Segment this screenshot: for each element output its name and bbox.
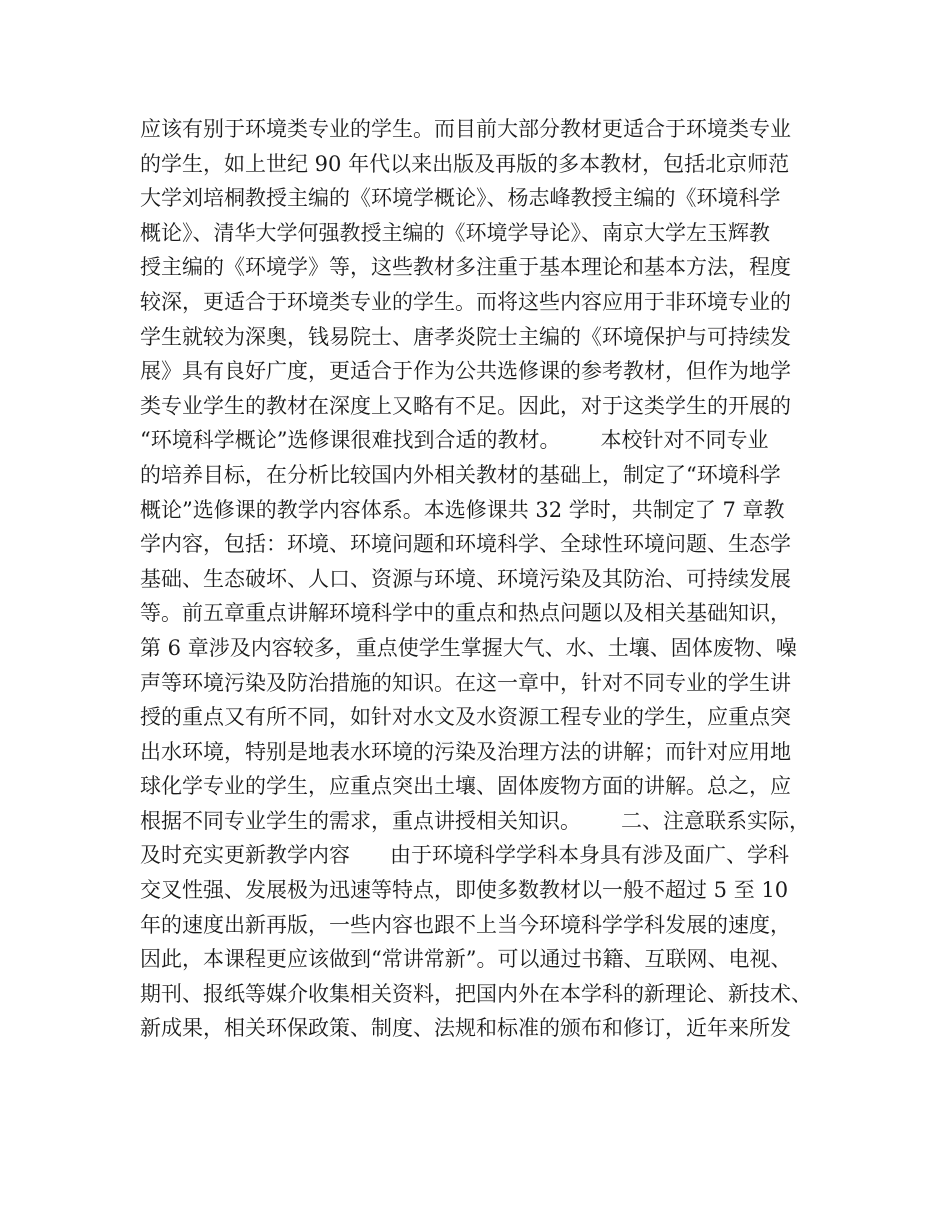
text-line: 年的速度出新再版，一些内容也跟不上当今环境科学学科发展的速度， <box>140 912 791 937</box>
text-line: 学生就较为深奥，钱易院士、唐孝炎院士主编的《环境保护与可持续发 <box>140 324 791 349</box>
body-text <box>140 112 840 1046</box>
text-line: 概论”选修课的教学内容体系。本选修课共 32 学时，共制定了 7 章教 <box>140 497 785 522</box>
text-line: 授主编的《环境学》等，这些教材多注重于基本理论和基本方法，程度 <box>140 255 791 280</box>
text-line: 及时充实更新教学内容 由于环境科学学科本身具有涉及面广、学科 <box>140 843 790 868</box>
text-line: 概论》、清华大学何强教授主编的《环境学导论》、南京大学左玉辉教 <box>140 220 770 245</box>
text-line: 授的重点又有所不同，如针对水文及水资源工程专业的学生，应重点突 <box>140 705 791 730</box>
text-line: 根据不同专业学生的需求，重点讲授相关知识。 二、注意联系实际， <box>140 808 811 833</box>
text-line: 声等环境污染及防治措施的知识。在这一章中，针对不同专业的学生讲 <box>140 670 791 695</box>
text-line: 出水环境，特别是地表水环境的污染及治理方法的讲解；而针对应用地 <box>140 739 791 764</box>
text-line: 的学生，如上世纪 90 年代以来出版及再版的多本教材，包括北京师范 <box>140 151 790 176</box>
text-line: 交叉性强、发展极为迅速等特点，即使多数教材以一般不超过 5 至 10 <box>140 878 789 903</box>
text-line: 学内容，包括：环境、环境问题和环境科学、全球性环境问题、生态学 <box>140 532 791 557</box>
text-line: 较深，更适合于环境类专业的学生。而将这些内容应用于非环境专业的 <box>140 289 791 314</box>
text-line: 新成果，相关环保政策、制度、法规和标准的颁布和修订，近年来所发 <box>140 1016 791 1041</box>
text-line: 等。前五章重点讲解环境科学中的重点和热点问题以及相关基础知识， <box>140 601 791 626</box>
text-line: 球化学专业的学生，应重点突出土壤、固体废物方面的讲解。总之，应 <box>140 774 791 799</box>
text-line: 因此，本课程更应该做到“常讲常新”。可以通过书籍、互联网、电视、 <box>140 947 792 972</box>
text-line: 应该有别于环境类专业的学生。而目前大部分教材更适合于环境类专业 <box>140 117 791 141</box>
text-line: 期刊、报纸等媒介收集相关资料，把国内外在本学科的新理论、新技术、 <box>140 981 812 1006</box>
text-line: 第 6 章涉及内容较多，重点使学生掌握大气、水、土壤、固体废物、噪 <box>140 635 797 660</box>
text-line: 基础、生态破坏、人口、资源与环境、环境污染及其防治、可持续发展 <box>140 566 791 591</box>
text-line: 类专业学生的教材在深度上又略有不足。因此，对于这类学生的开展的 <box>140 393 791 418</box>
text-line: 大学刘培桐教授主编的《环境学概论》、杨志峰教授主编的《环境科学 <box>140 186 781 211</box>
text-line: 展》具有良好广度，更适合于作为公共选修课的参考教材，但作为地学 <box>140 359 791 384</box>
text-line: 的培养目标，在分析比较国内外相关教材的基础上，制定了“环境科学 <box>140 462 781 487</box>
text-line: “环境科学概论”选修课很难找到合适的教材。 本校针对不同专业 <box>140 428 769 453</box>
